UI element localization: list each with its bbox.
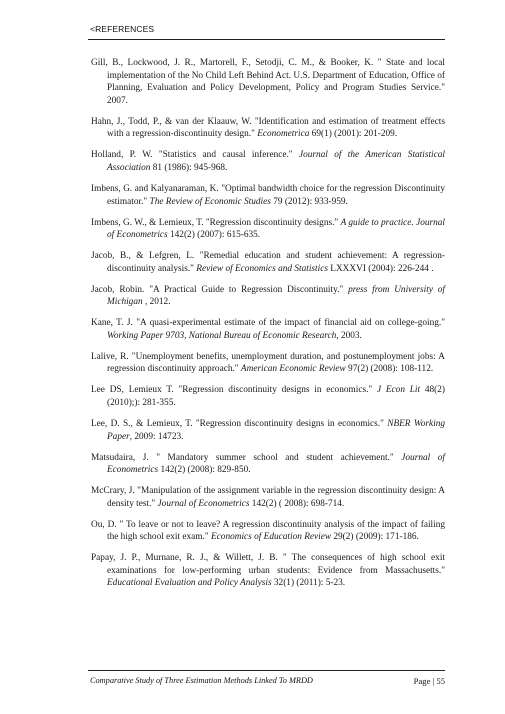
reference-source: American Economic Review <box>240 364 346 375</box>
page-header: <REFERENCES <box>90 24 155 34</box>
reference-entry <box>91 217 445 242</box>
reference-source: J Econ Lit <box>376 385 421 396</box>
reference-source: NBER Working Paper <box>107 418 445 442</box>
reference-entry <box>91 418 445 443</box>
reference-entry <box>91 116 445 141</box>
reference-text: 142(2) ( 2008): 698-714. <box>249 498 345 509</box>
header-divider <box>88 39 445 40</box>
reference-source: Journal of Econometrics <box>157 498 250 509</box>
reference-text: Holland, P. W. "Statistics and causal inference." <box>91 150 299 161</box>
reference-text: LXXXVI (2004): 226-244 . <box>327 263 434 274</box>
reference-text: Jacob, Robin. "A Practical Guide to Regression Discontinuity." <box>91 284 349 295</box>
reference-text: 29(2) (2009): 171-186. <box>331 532 419 543</box>
reference-source: Educational Evaluation and Policy Analysis <box>107 578 272 589</box>
reference-text: Kane, T. J. "A quasi-experimental estimate of the impact of financial aid on college-going." <box>91 318 445 329</box>
reference-text: Jacob, B., & Lefgren, L. "Remedial education and student achievement: A regression-discontinuity analysis." <box>91 251 445 274</box>
reference-text: Gill, B., Lockwood, J. R., Martorell, F., Setodji, C. M., & Booker, K. " State and local implementation of the No Child Left Behind Act. U.S. Department of Education, Office of Planning, Evaluation and Policy Development, Policy and Program Studies Service." 2007. <box>91 58 445 106</box>
reference-entry <box>91 519 445 544</box>
reference-source: Economics of Education Review <box>210 532 332 543</box>
reference-entry <box>91 485 445 510</box>
reference-source: Journal of Econometrics <box>107 452 445 476</box>
reference-text: Imbens, G. and Kalyanaraman, K. "Optimal bandwidth choice for the regression Discontinuity estimator." <box>91 183 445 207</box>
reference-entry <box>91 149 445 174</box>
reference-text: Lee DS, Lemieux T. "Regression discontinuity designs in economics." <box>91 385 377 396</box>
reference-text: 142(2) (2007): 615-635. <box>167 230 261 241</box>
reference-text: 142(2) (2008): 829-850. <box>158 465 251 476</box>
footer-divider <box>88 670 445 671</box>
reference-text: 48(2) (2010);): 281-355. <box>107 385 446 408</box>
reference-source: Econometrica <box>257 129 310 140</box>
reference-source: press from University of Michigan <box>107 284 445 308</box>
reference-text: Matsudaira, J. " Mandatory summer school and student achievement." <box>91 452 402 463</box>
reference-text: 97(2) (2008): 108-112. <box>345 364 434 375</box>
reference-source: The Review of Economic Studies <box>149 196 271 207</box>
reference-text: Hahn, J., Todd, P., & van der Klaauw, W. "Identification and estimation of treatment effects with a regression-discontinuity design." <box>91 116 445 140</box>
footer-title: Comparative Study of Three Estimation Methods Linked To MRDD <box>90 676 313 685</box>
reference-text: 79 (2012): 933-959. <box>270 196 348 207</box>
reference-text: , 2009: 14723. <box>129 431 184 442</box>
reference-source: A guide to practice. Journal of Econometrics <box>107 217 446 241</box>
reference-text: Ou, D. " To leave or not to leave? A regression discontinuity analysis of the impact of failing the high school exit exam." <box>91 519 445 543</box>
reference-text: McCrary, J. "Manipulation of the assignment variable in the regression discontinuity design: A density test." <box>91 486 445 509</box>
reference-text: , 2003. <box>336 330 362 341</box>
reference-entry <box>91 317 445 342</box>
reference-entry <box>91 57 445 107</box>
reference-text: Imbens, G. W., & Lemieux, T. "Regression discontinuity designs." <box>91 217 341 228</box>
reference-text: , 2012. <box>142 297 171 308</box>
reference-entry <box>91 351 445 376</box>
reference-source: Journal of the American Statistical Association <box>107 150 445 173</box>
reference-entry <box>91 250 445 275</box>
reference-list <box>91 57 445 598</box>
reference-text: Papay, J. P., Murnane, R. J., & Willett, J. B. " The consequences of high school exit examinations for low-performing urban students: Evidence from Massachusetts." <box>91 553 445 576</box>
reference-entry <box>91 452 445 477</box>
reference-entry <box>91 384 445 409</box>
reference-entry <box>91 284 445 309</box>
reference-text: Lalive, R. "Unemployment benefits, unemployment duration, and postunemployment jobs: A regression discontinuity approach." <box>91 351 445 375</box>
reference-text: Lee, D. S., & Lemieux, T. "Regression discontinuity designs in economics." <box>91 418 388 429</box>
reference-entry <box>91 552 445 590</box>
reference-entry <box>91 183 445 208</box>
reference-source: Working Paper 9703, National Bureau of Economic Research <box>107 330 337 341</box>
reference-text: 81 (1986): 945-968. <box>150 162 228 173</box>
page-number: Page | 55 <box>413 676 445 686</box>
reference-source: Review of Economics and Statistics <box>196 263 328 274</box>
reference-text: 32(1) (2011): 5-23. <box>271 578 346 589</box>
reference-text: 69(1) (2001): 201-209. <box>309 129 398 140</box>
